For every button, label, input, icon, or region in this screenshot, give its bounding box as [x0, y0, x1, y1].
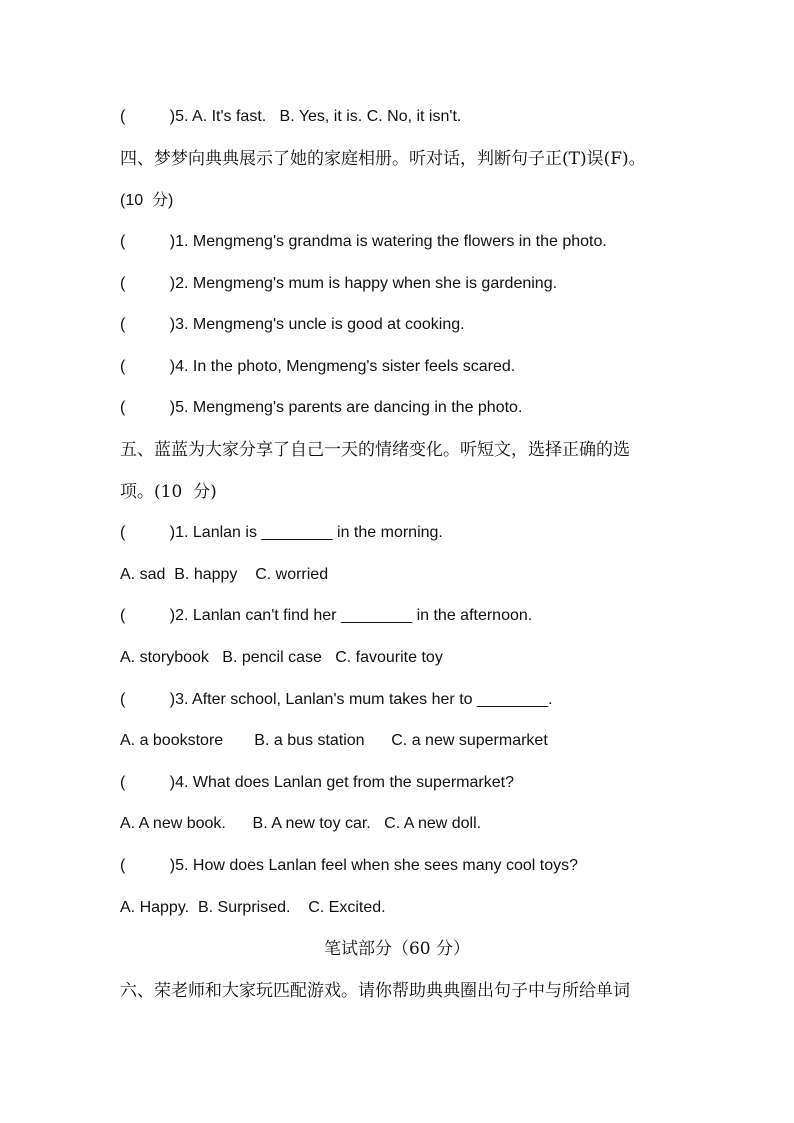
answer-options: A. Happy. B. Surprised. C. Excited. — [120, 899, 386, 916]
answer-options: A. storybook B. pencil case C. favourite toy — [120, 649, 443, 666]
question-line: ( )5. How does Lanlan feel when she sees many cool toys? — [120, 857, 579, 874]
answer-options: A. a bookstore B. a bus station C. a new supermarket — [120, 732, 548, 749]
section-score: (10 分) — [120, 192, 174, 209]
section-heading: 六、荣老师和大家玩匹配游戏。请你帮助典典圈出句子中与所给单词 — [120, 981, 630, 1001]
question-line: ( )5. A. It's fast. B. Yes, it is. C. No, it isn't. — [120, 108, 462, 125]
question-line: ( )3. Mengmeng's uncle is good at cooking. — [120, 316, 465, 333]
question-line: ( )2. Mengmeng's mum is happy when she is gardening. — [120, 275, 558, 292]
section-heading: 五、蓝蓝为大家分享了自己一天的情绪变化。听短文，选择正确的选 — [120, 440, 630, 460]
question-line: ( )3. After school, Lanlan's mum takes her to ________. — [120, 691, 553, 708]
question-line: ( )5. Mengmeng's parents are dancing in the photo. — [120, 399, 523, 416]
answer-options: A. sad B. happy C. worried — [120, 566, 329, 583]
question-line: ( )1. Mengmeng's grandma is watering the flowers in the photo. — [120, 233, 607, 250]
section-heading: 四、梦梦向典典展示了她的家庭相册。听对话，判断句子正(T)误(F)。 — [120, 149, 646, 169]
question-line: ( )1. Lanlan is ________ in the morning. — [120, 524, 443, 541]
question-line: ( )4. What does Lanlan get from the supermarket? — [120, 774, 514, 791]
section-heading-continued: 项。(10 分) — [120, 482, 217, 502]
written-part-heading: 笔试部分（60 分） — [323, 939, 471, 959]
question-line: ( )2. Lanlan can't find her ________ in the afternoon. — [120, 607, 533, 624]
question-line: ( )4. In the photo, Mengmeng's sister feels scared. — [120, 358, 516, 375]
answer-options: A. A new book. B. A new toy car. C. A new doll. — [120, 815, 482, 832]
